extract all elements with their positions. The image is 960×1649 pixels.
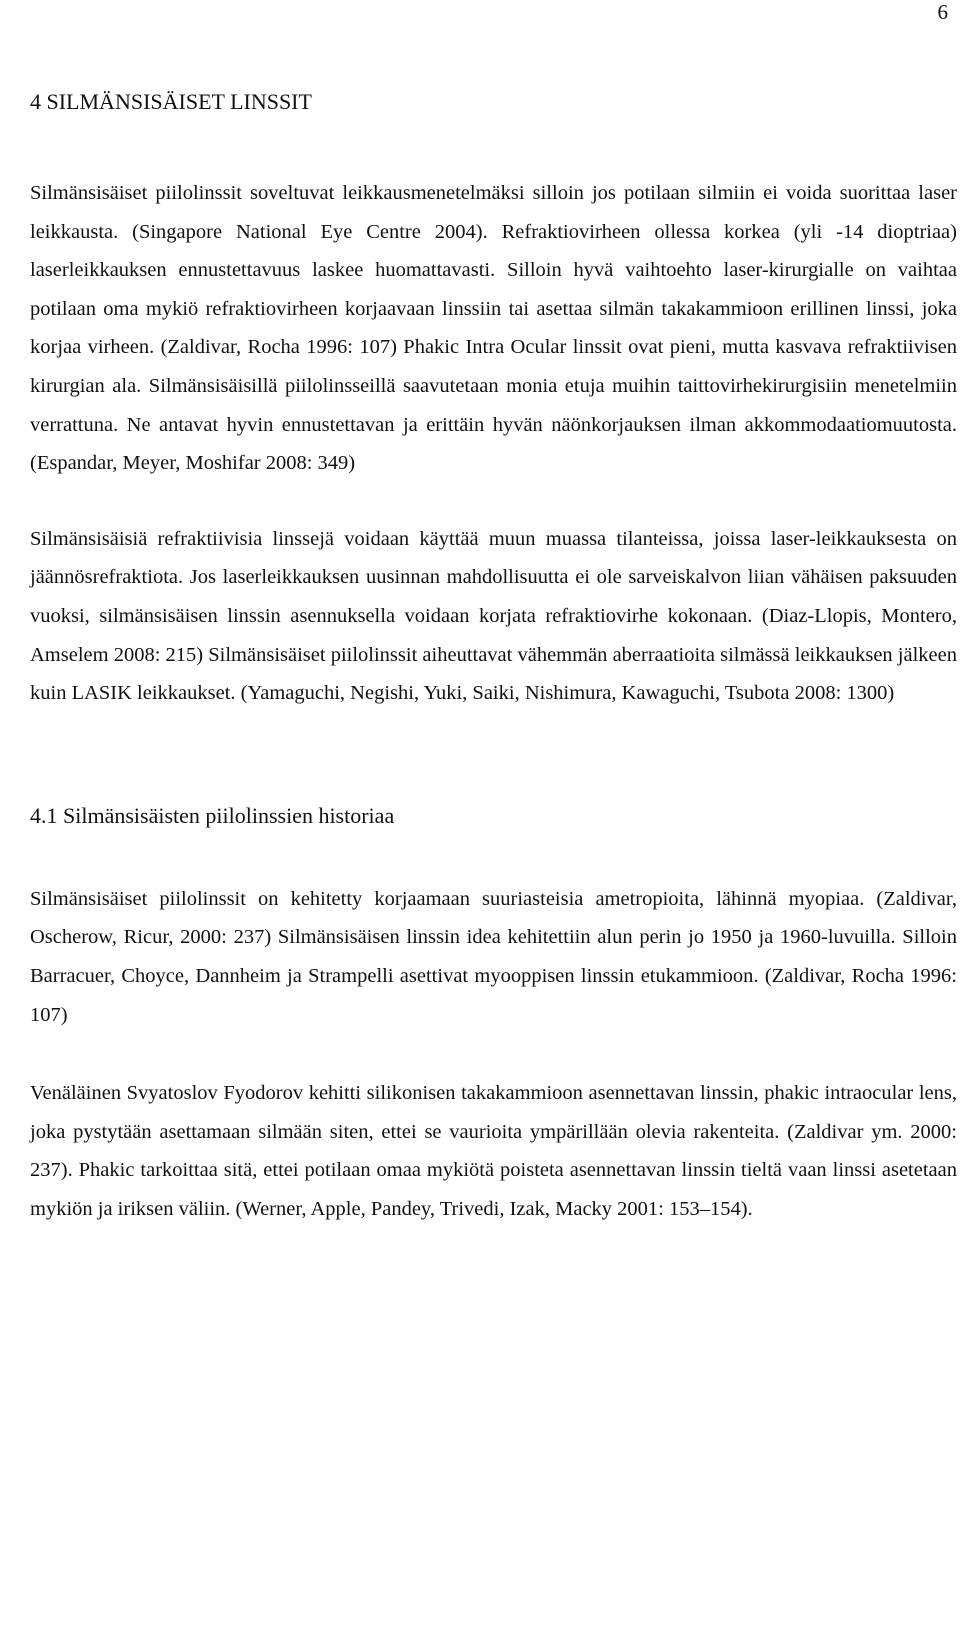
subsection-heading: 4.1 Silmänsisäisten piilolinssien historiaa (30, 802, 395, 828)
paragraph-4: Venäläinen Svyatoslov Fyodorov kehitti silikonisen takakammioon asennettavan linssin, phakic intraocular lens, joka pystytään asettamaan silmään siten, ettei se vaurioita ympärillään olevia rakenteita. (Zaldivar ym. 2000: 237). Phakic tarkoittaa sitä, ettei potilaan omaa mykiötä poisteta asennettavan linssin tieltä vaan linssi asetetaan mykiön ja iriksen väliin. (Werner, Apple, Pandey, Trivedi, Izak, Macky 2001: 153–154). (30, 1082, 957, 1220)
paragraph-2: Silmänsisäisiä refraktiivisia linssejä voidaan käyttää muun muassa tilanteissa, joissa laser-leikkauksesta on jäännösrefraktiota. Jos laserleikkauksen uusinnan mahdollisuutta ei ole sarveiskalvon liian vähäisen paksuuden vuoksi, silmänsisäisen linssin asennuksella voidaan korjata refraktiovirhe kokonaan. (Diaz-Llopis, Montero, Amselem 2008: 215) Silmänsisäiset piilolinssit aiheuttavat vähemmän aberraatioita silmässä leikkauksen jälkeen kuin LASIK leikkaukset. (Yamaguchi, Negishi, Yuki, Saiki, Nishimura, Kawaguchi, Tsubota 2008: 1300) (30, 527, 957, 705)
section-heading: 4 SILMÄNSISÄISET LINSSIT (30, 89, 312, 114)
paragraph-3: Silmänsisäiset piilolinssit on kehitetty korjaamaan suuriasteisia ametropioita, lähinnä myopiaa. (Zaldivar, Oscherow, Ricur, 2000: 237) Silmänsisäisen linssin idea kehitettiin alun perin jo 1950 ja 1960-luvuilla. Silloin Barracuer, Choyce, Dannheim ja Strampelli asettivat myooppisen linssin etukammioon. (Zaldivar, Rocha 1996: 107) (30, 887, 957, 1026)
page-number: 6 (937, 0, 948, 24)
paragraph-1: Silmänsisäiset piilolinssit soveltuvat leikkausmenetelmäksi silloin jos potilaan silmiin ei voida suorittaa laser leikkausta. (Singapore National Eye Centre 2004). Refraktiovirheen ollessa korkea (yli -14 dioptriaa) laserleikkauksen ennustettavuus laskee huomattavasti. Silloin hyvä vaihtoehto laser-kirurgialle on vaihtaa potilaan oma mykiö refraktiovirheen korjaavaan linssiin tai asettaa silmän takakammioon erillinen linssi, joka korjaa virheen. (Zaldivar, Rocha 1996: 107) Phakic Intra Ocular linssit ovat pieni, mutta kasvava refraktiivisen kirurgian ala. Silmänsisäisillä piilolinsseillä saavutetaan monia etuja muihin taittovirhekirurgisiin menetelmiin verrattuna. Ne antavat hyvin ennustettavan ja erittäin hyvän näönkorjauksen ilman akkommodaatiomuutosta. (Espandar, Meyer, Moshifar 2008: 349) (30, 182, 957, 475)
document-body (30, 86, 957, 1228)
